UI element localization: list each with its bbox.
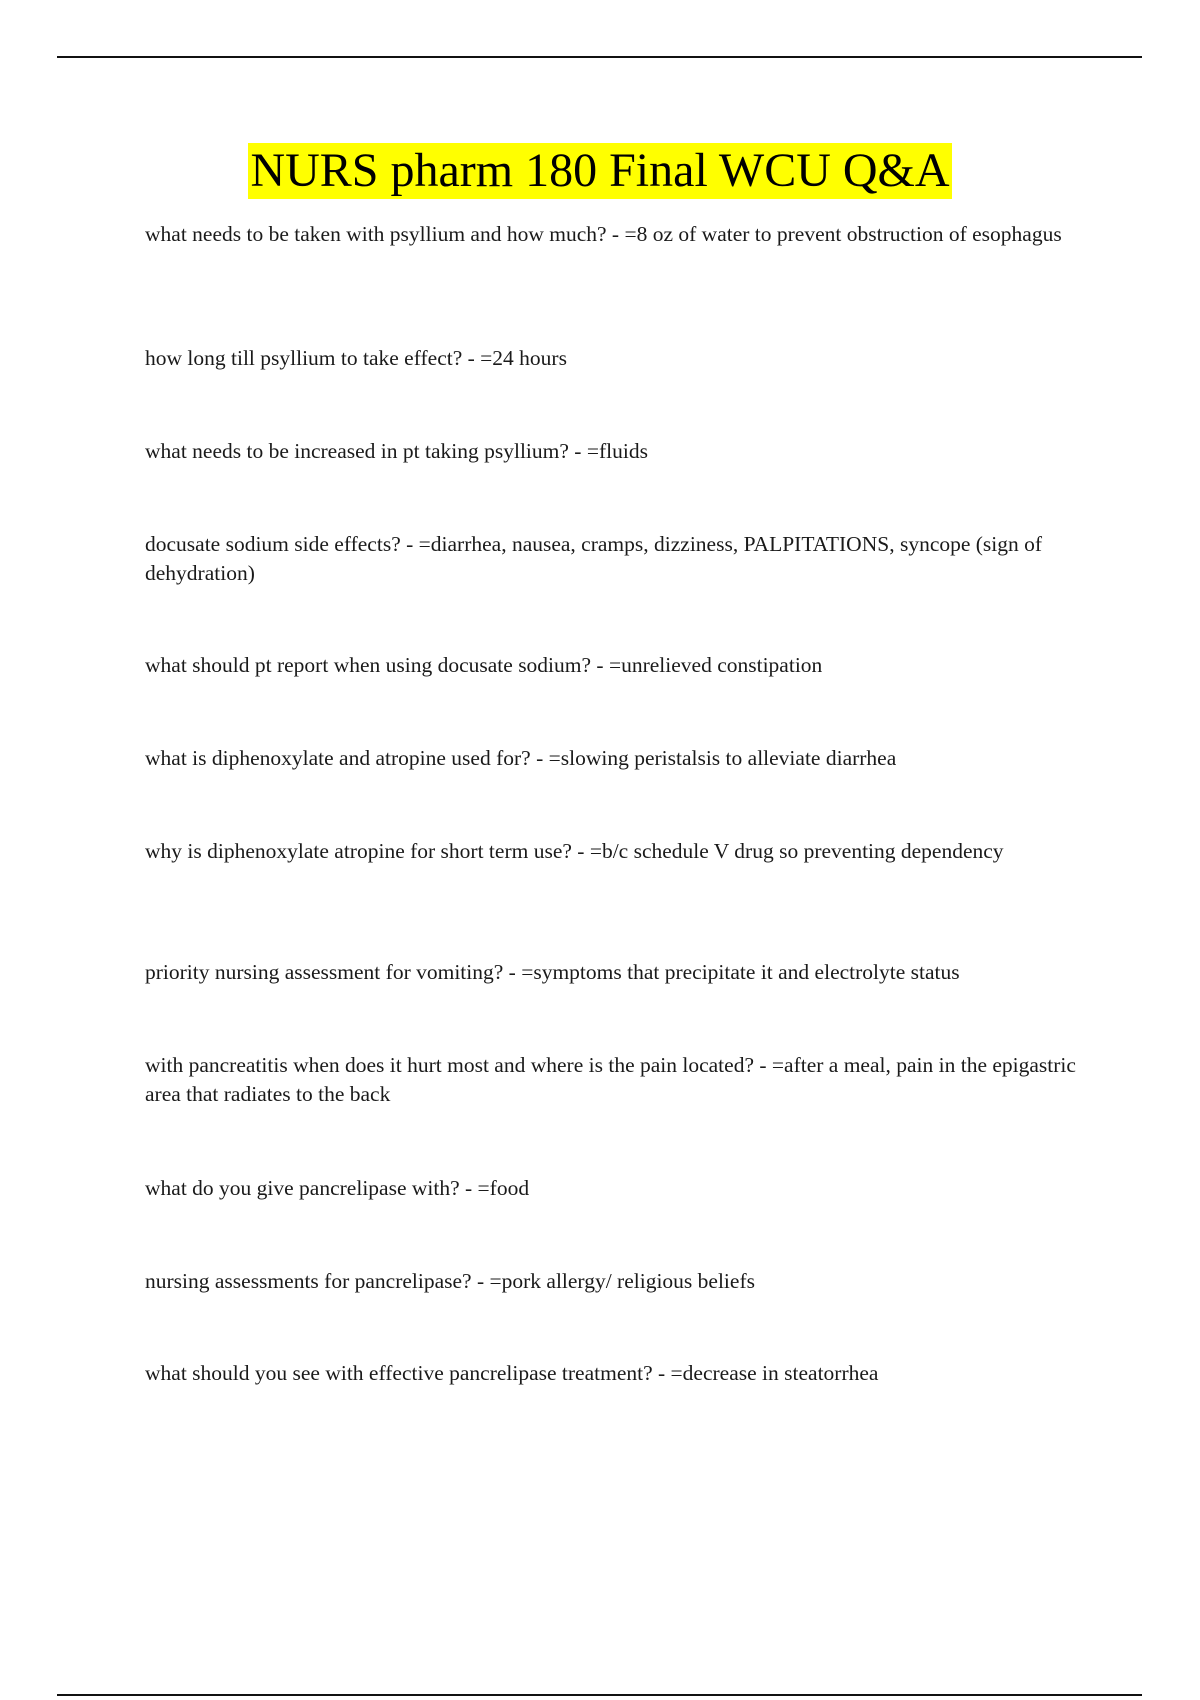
qa-item: why is diphenoxylate atropine for short term use? - =b/c schedule V drug so preventing dependency [145,839,1004,863]
qa-item: what is diphenoxylate and atropine used for? - =slowing peristalsis to alleviate diarrhea [145,746,897,770]
qa-item: what should pt report when using docusate sodium? - =unrelieved constipation [145,653,823,677]
qa-item: nursing assessments for pancrelipase? - =pork allergy/ religious beliefs [145,1269,755,1293]
qa-item: what do you give pancrelipase with? - =food [145,1176,530,1200]
qa-item: priority nursing assessment for vomiting? - =symptoms that precipitate it and electrolyte status [145,960,960,984]
qa-item: what needs to be taken with psyllium and how much? - =8 oz of water to prevent obstruction of esophagus [145,222,1062,246]
qa-item: what needs to be increased in pt taking psyllium? - =fluids [145,439,648,463]
qa-item: with pancreatitis when does it hurt most and where is the pain located? - =after a meal, pain in the epigastric area that radiates to the back [145,1053,1076,1106]
bottom-rule [57,1694,1142,1696]
top-rule [57,56,1142,58]
title-container [0,143,1200,199]
qa-item: what should you see with effective pancrelipase treatment? - =decrease in steatorrhea [145,1361,879,1385]
qa-item: docusate sodium side effects? - =diarrhea, nausea, cramps, dizziness, PALPITATIONS, syncope (sign of dehydration) [145,532,1043,585]
document-title: NURS pharm 180 Final WCU Q&A [250,144,950,197]
qa-item: how long till psyllium to take effect? - =24 hours [145,346,567,370]
